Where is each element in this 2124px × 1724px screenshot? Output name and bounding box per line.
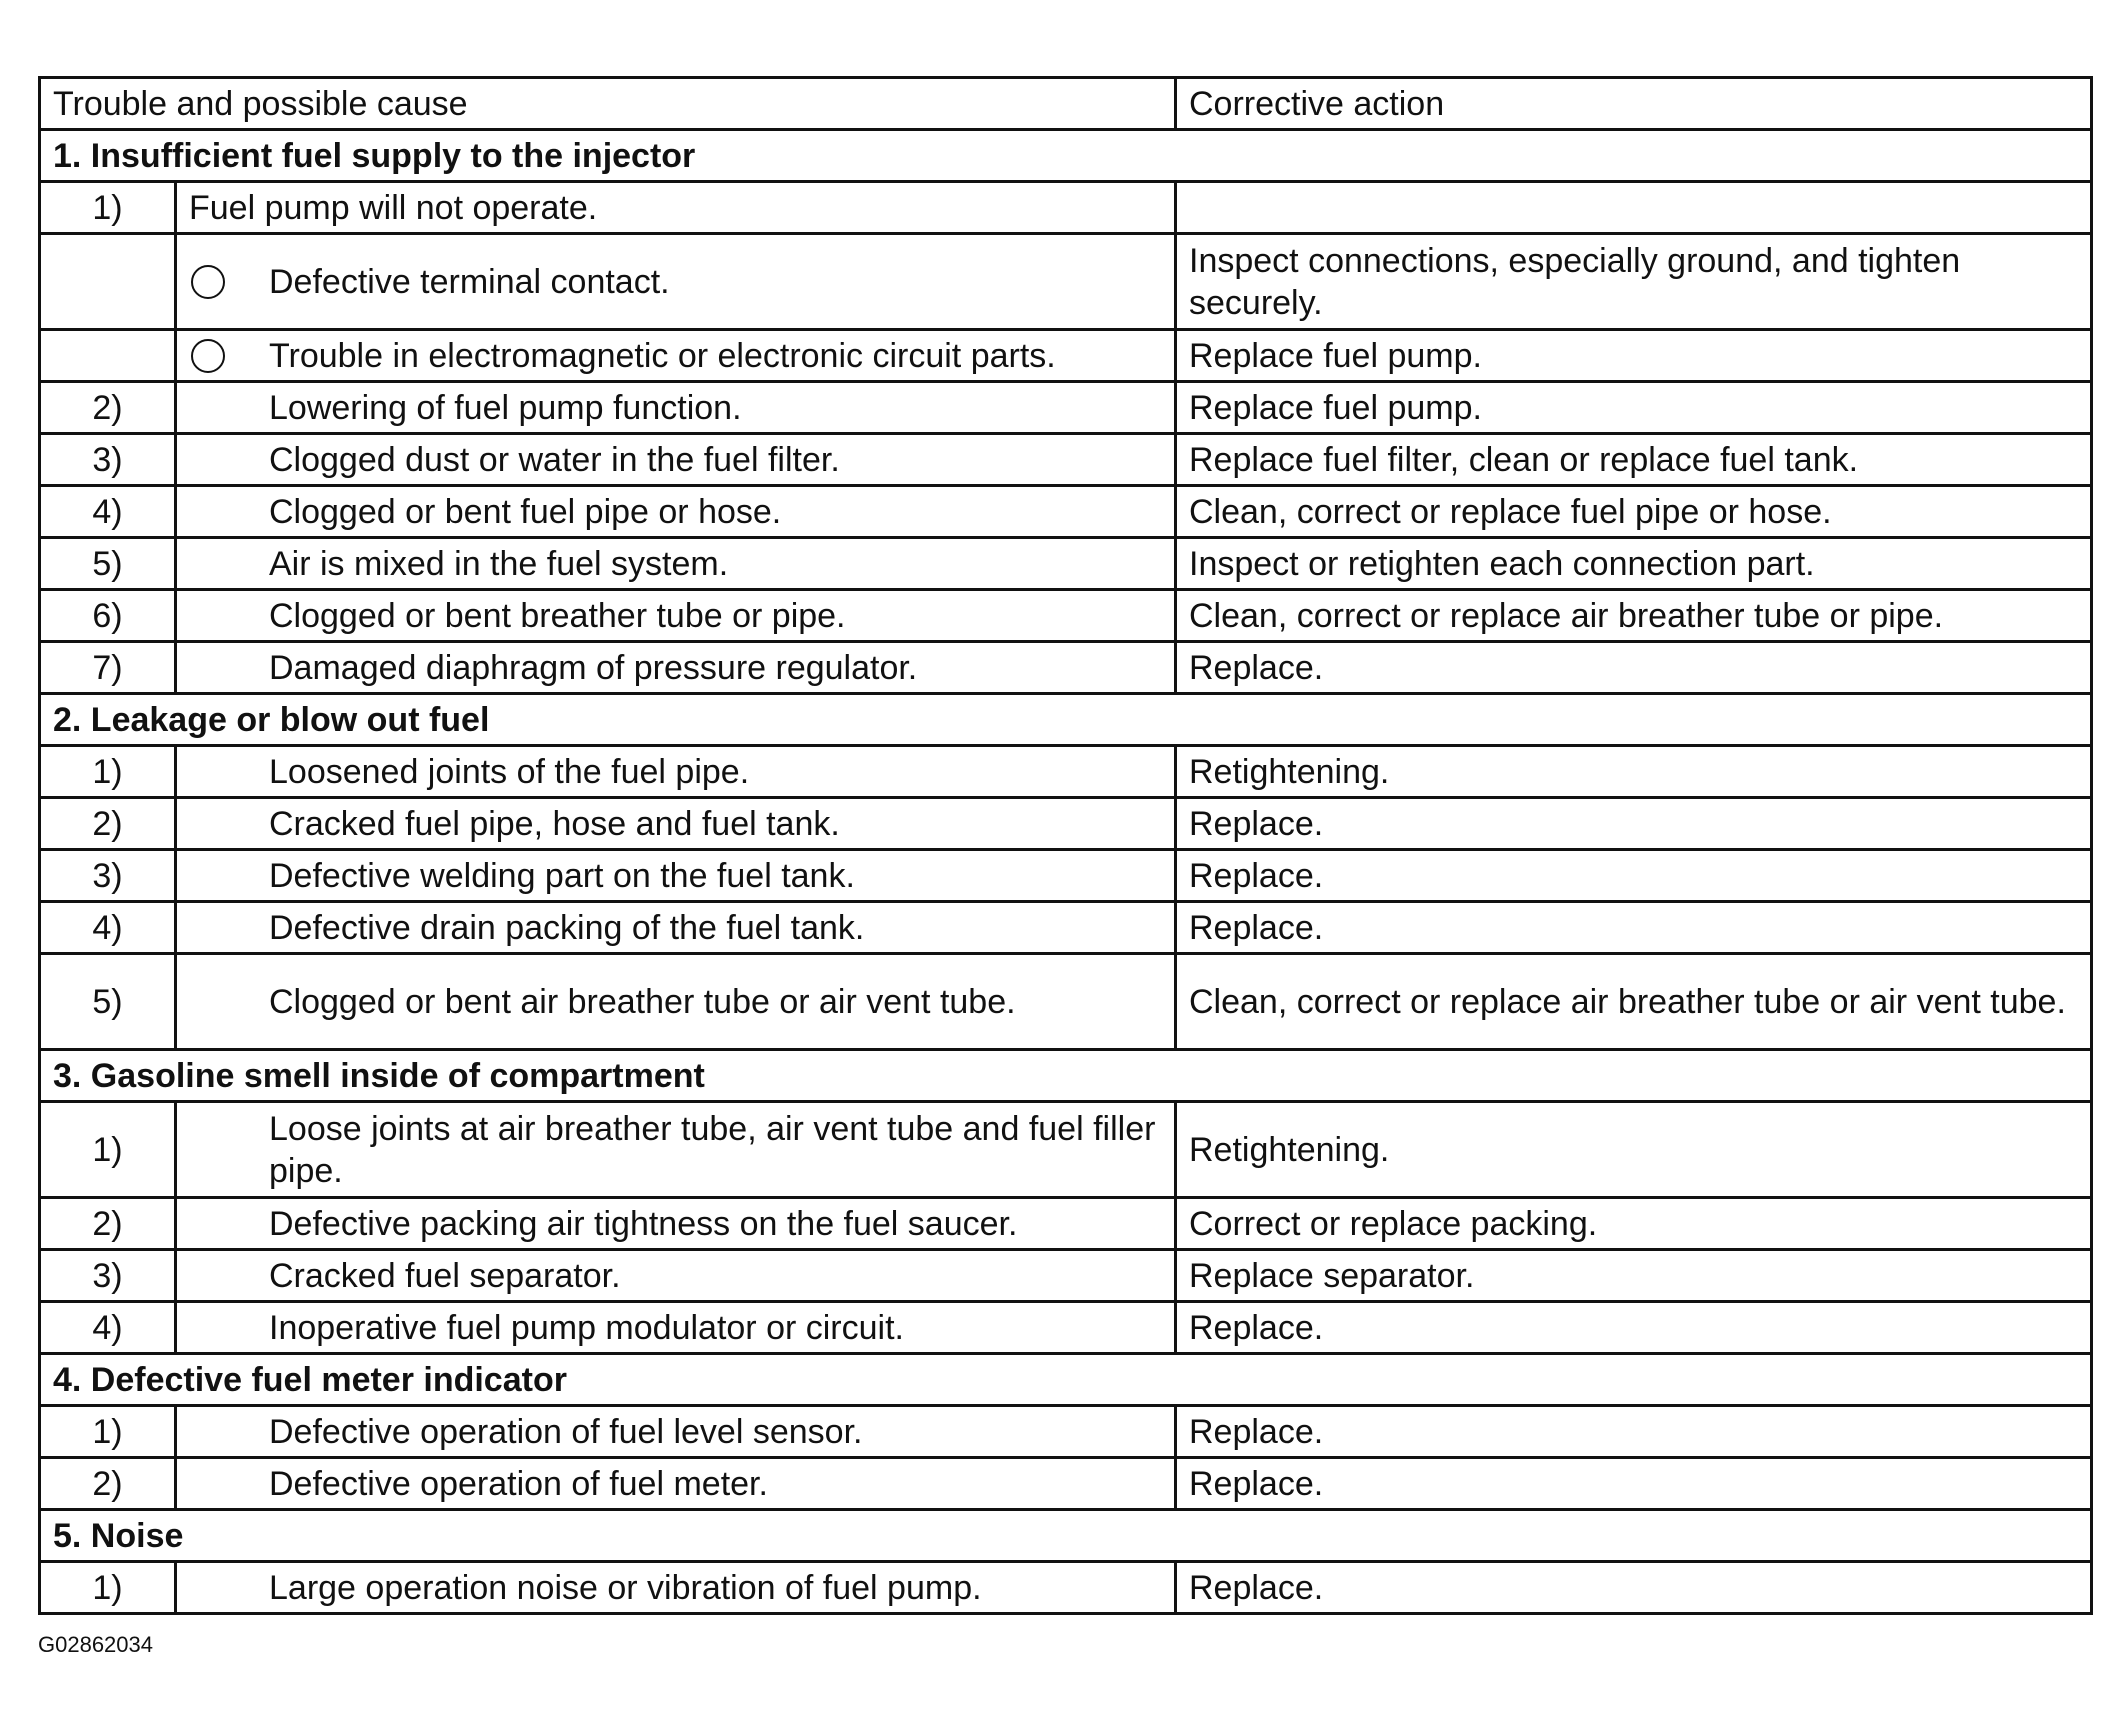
table-row bbox=[40, 538, 2092, 590]
row-number bbox=[40, 330, 176, 382]
table-row bbox=[40, 1198, 2092, 1250]
table-row bbox=[40, 1102, 2092, 1198]
row-number: 4) bbox=[40, 902, 176, 954]
row-number: 4) bbox=[40, 1302, 176, 1354]
row-number: 7) bbox=[40, 642, 176, 694]
section-heading bbox=[40, 694, 2092, 746]
table-row bbox=[40, 746, 2092, 798]
row-number: 1) bbox=[40, 1406, 176, 1458]
section-title: 2. Leakage or blow out fuel bbox=[40, 694, 2092, 746]
row-cause: Inoperative fuel pump modulator or circuit. bbox=[176, 1302, 1176, 1354]
row-action: Replace. bbox=[1176, 902, 2092, 954]
section-heading bbox=[40, 1510, 2092, 1562]
row-action: Clean, correct or replace air breather tube or air vent tube. bbox=[1176, 954, 2092, 1050]
row-action: Retightening. bbox=[1176, 1102, 2092, 1198]
row-cause-cell bbox=[176, 234, 1176, 330]
section-heading bbox=[40, 1050, 2092, 1102]
section-title: 4. Defective fuel meter indicator bbox=[40, 1354, 2092, 1406]
row-action: Replace fuel pump. bbox=[1176, 382, 2092, 434]
table-row bbox=[40, 902, 2092, 954]
row-number: 5) bbox=[40, 954, 176, 1050]
row-number: 2) bbox=[40, 1198, 176, 1250]
table-row bbox=[40, 1250, 2092, 1302]
table-row bbox=[40, 382, 2092, 434]
row-number: 6) bbox=[40, 590, 176, 642]
row-action: Replace. bbox=[1176, 1562, 2092, 1614]
row-number: 2) bbox=[40, 1458, 176, 1510]
table-row bbox=[40, 182, 2092, 234]
circle-bullet-icon bbox=[191, 265, 225, 299]
row-action: Replace. bbox=[1176, 1302, 2092, 1354]
row-action: Clean, correct or replace fuel pipe or hose. bbox=[1176, 486, 2092, 538]
table-row bbox=[40, 850, 2092, 902]
table-row bbox=[40, 330, 2092, 382]
table-row bbox=[40, 434, 2092, 486]
row-cause: Trouble in electromagnetic or electronic circuit parts. bbox=[269, 336, 1056, 375]
row-cause: Damaged diaphragm of pressure regulator. bbox=[176, 642, 1176, 694]
table-row bbox=[40, 954, 2092, 1050]
row-action: Clean, correct or replace air breather tube or pipe. bbox=[1176, 590, 2092, 642]
row-action: Replace separator. bbox=[1176, 1250, 2092, 1302]
row-number: 3) bbox=[40, 1250, 176, 1302]
row-number: 2) bbox=[40, 798, 176, 850]
table-row bbox=[40, 590, 2092, 642]
row-action: Replace fuel filter, clean or replace fuel tank. bbox=[1176, 434, 2092, 486]
header-cause: Trouble and possible cause bbox=[40, 78, 1176, 130]
row-cause: Cracked fuel pipe, hose and fuel tank. bbox=[176, 798, 1176, 850]
row-cause: Lowering of fuel pump function. bbox=[176, 382, 1176, 434]
row-cause: Defective terminal contact. bbox=[269, 262, 670, 301]
row-cause: Large operation noise or vibration of fuel pump. bbox=[176, 1562, 1176, 1614]
row-action: Replace. bbox=[1176, 850, 2092, 902]
row-cause: Defective operation of fuel meter. bbox=[176, 1458, 1176, 1510]
row-number: 4) bbox=[40, 486, 176, 538]
table-row bbox=[40, 1562, 2092, 1614]
row-number: 2) bbox=[40, 382, 176, 434]
row-cause: Defective packing air tightness on the fuel saucer. bbox=[176, 1198, 1176, 1250]
section-heading bbox=[40, 130, 2092, 182]
section-title: 1. Insufficient fuel supply to the injector bbox=[40, 130, 2092, 182]
row-number: 1) bbox=[40, 1562, 176, 1614]
row-action: Replace. bbox=[1176, 1406, 2092, 1458]
row-cause-cell bbox=[176, 330, 1176, 382]
row-cause: Air is mixed in the fuel system. bbox=[176, 538, 1176, 590]
row-cause: Clogged or bent air breather tube or air vent tube. bbox=[176, 954, 1176, 1050]
row-action: Replace fuel pump. bbox=[1176, 330, 2092, 382]
row-cause: Defective welding part on the fuel tank. bbox=[176, 850, 1176, 902]
row-action bbox=[1176, 182, 2092, 234]
row-number: 5) bbox=[40, 538, 176, 590]
row-number: 3) bbox=[40, 850, 176, 902]
header-action: Corrective action bbox=[1176, 78, 2092, 130]
row-number: 1) bbox=[40, 1102, 176, 1198]
figure-id: G02862034 bbox=[38, 1632, 153, 1657]
table-row bbox=[40, 1302, 2092, 1354]
trouble-table bbox=[38, 76, 2093, 1615]
row-number bbox=[40, 234, 176, 330]
row-cause: Clogged or bent breather tube or pipe. bbox=[176, 590, 1176, 642]
row-cause: Loosened joints of the fuel pipe. bbox=[176, 746, 1176, 798]
row-cause: Defective operation of fuel level sensor. bbox=[176, 1406, 1176, 1458]
row-number: 3) bbox=[40, 434, 176, 486]
row-cause: Defective drain packing of the fuel tank. bbox=[176, 902, 1176, 954]
header-row bbox=[40, 78, 2092, 130]
row-action: Replace. bbox=[1176, 798, 2092, 850]
circle-bullet-icon bbox=[191, 339, 225, 373]
section-title: 3. Gasoline smell inside of compartment bbox=[40, 1050, 2092, 1102]
row-cause: Loose joints at air breather tube, air vent tube and fuel filler pipe. bbox=[176, 1102, 1176, 1198]
section-heading bbox=[40, 1354, 2092, 1406]
row-action: Retightening. bbox=[1176, 746, 2092, 798]
row-cause: Fuel pump will not operate. bbox=[176, 182, 1176, 234]
row-action: Replace. bbox=[1176, 642, 2092, 694]
table-row bbox=[40, 234, 2092, 330]
table-row bbox=[40, 1458, 2092, 1510]
row-action: Correct or replace packing. bbox=[1176, 1198, 2092, 1250]
row-cause: Clogged dust or water in the fuel filter. bbox=[176, 434, 1176, 486]
row-number: 1) bbox=[40, 182, 176, 234]
row-cause: Clogged or bent fuel pipe or hose. bbox=[176, 486, 1176, 538]
row-action: Inspect or retighten each connection part. bbox=[1176, 538, 2092, 590]
section-title: 5. Noise bbox=[40, 1510, 2092, 1562]
row-cause: Cracked fuel separator. bbox=[176, 1250, 1176, 1302]
row-action: Replace. bbox=[1176, 1458, 2092, 1510]
row-action: Inspect connections, especially ground, and tighten securely. bbox=[1176, 234, 2092, 330]
table-row bbox=[40, 1406, 2092, 1458]
table-row bbox=[40, 486, 2092, 538]
table-row bbox=[40, 642, 2092, 694]
row-number: 1) bbox=[40, 746, 176, 798]
table-row bbox=[40, 798, 2092, 850]
